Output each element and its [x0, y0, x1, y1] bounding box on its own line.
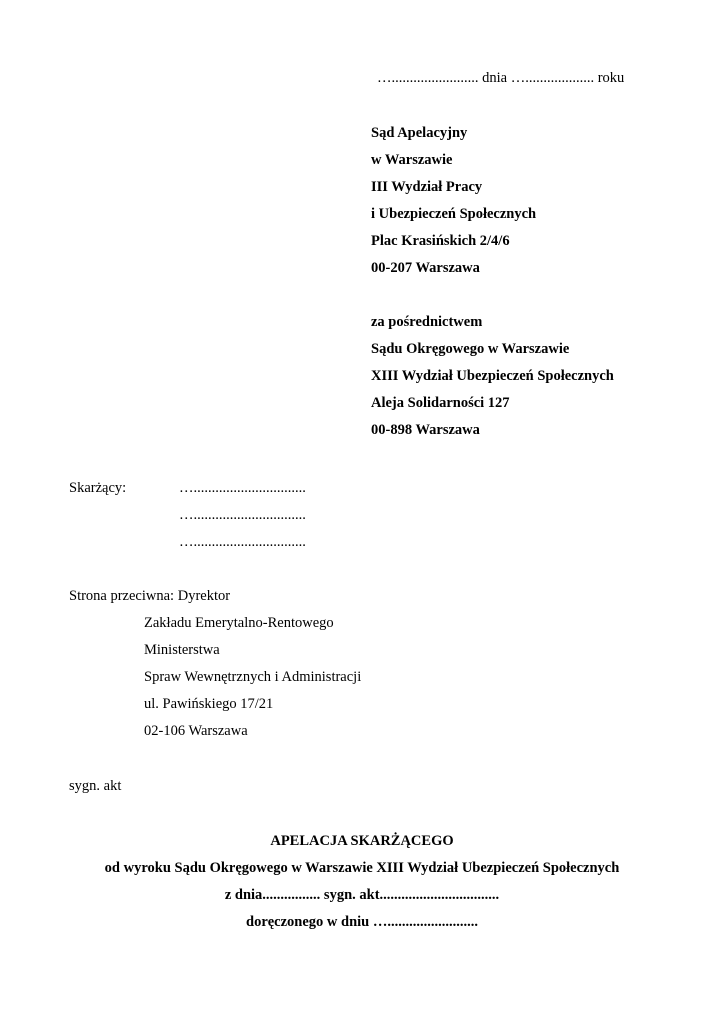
title-judgment-line: od wyroku Sądu Okręgowego w Warszawie XIII Wydział Ubezpieczeń Społecznych	[104, 860, 620, 876]
opponent-label-line	[69, 587, 230, 605]
court-city: w Warszawie	[371, 152, 453, 168]
case-ref-label: sygn. akt	[69, 778, 122, 794]
document-title: APELACJA SKARŻĄCEGO	[270, 833, 454, 849]
opponent-line-3: Spraw Wewnętrznych i Administracji	[144, 669, 362, 685]
intermediary-court-name: Sądu Okręgowego w Warszawie	[371, 341, 570, 357]
court-department-cont: i Ubezpieczeń Społecznych	[371, 206, 537, 222]
court-postal: 00-207 Warszawa	[371, 260, 480, 276]
court-name: Sąd Apelacyjny	[371, 125, 468, 141]
opponent-line-1: Zakładu Emerytalno-Rentowego	[144, 615, 334, 631]
plaintiff-label: Skarżący:	[69, 480, 127, 496]
intermediary-intro: za pośrednictwem	[371, 314, 483, 330]
opponent-label: Strona przeciwna:	[69, 588, 175, 604]
intermediary-postal: 00-898 Warszawa	[371, 422, 480, 438]
date-line: …........................ dnia …................... roku	[377, 70, 625, 86]
opponent-first-line: Dyrektor	[177, 588, 231, 604]
plaintiff-field-3: …...............................	[179, 534, 306, 550]
intermediary-street: Aleja Solidarności 127	[371, 395, 510, 411]
title-date-ref-line: z dnia................ sygn. akt.................................	[224, 887, 500, 903]
plaintiff-field-1: …...............................	[179, 480, 306, 496]
court-department: III Wydział Pracy	[371, 179, 483, 195]
opponent-street: ul. Pawińskiego 17/21	[144, 696, 274, 712]
opponent-line-2: Ministerstwa	[144, 642, 220, 658]
title-delivery-line: doręczonego w dniu ….........................	[246, 914, 478, 930]
intermediary-department: XIII Wydział Ubezpieczeń Społecznych	[371, 368, 614, 384]
opponent-postal: 02-106 Warszawa	[144, 723, 248, 739]
plaintiff-field-2: …...............................	[179, 507, 306, 523]
court-street: Plac Krasińskich 2/4/6	[371, 233, 510, 249]
